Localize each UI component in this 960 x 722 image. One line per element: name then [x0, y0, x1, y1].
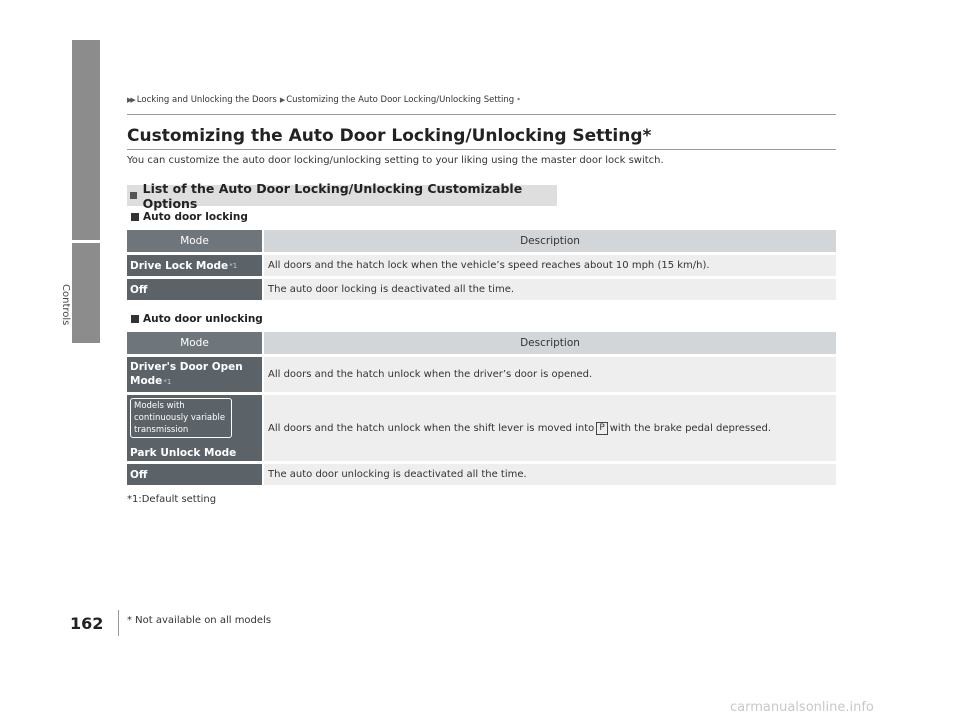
divider	[118, 610, 119, 636]
square-bullet-icon	[131, 315, 139, 323]
side-bar-top	[72, 40, 100, 240]
mode-label: Park Unlock Mode	[130, 446, 237, 459]
description-cell: All doors and the hatch lock when the vehicle’s speed reaches about 10 mph (15 km/h).	[264, 255, 836, 276]
mode-cell	[127, 395, 262, 461]
description-text: with the brake pedal depressed.	[609, 422, 772, 434]
description-text: All doors and the hatch unlock when the shift lever is moved into	[268, 422, 595, 434]
locking-heading-text: Auto door locking	[143, 211, 248, 223]
breadcrumb	[127, 95, 520, 105]
section-tab	[72, 243, 100, 343]
table-row	[127, 279, 836, 300]
mode-cell: Off	[127, 279, 262, 300]
description-column-header: Description	[264, 332, 836, 354]
table-row	[127, 357, 836, 392]
model-badge: Models with continuously variable transmission	[130, 398, 232, 438]
mode-cell	[127, 255, 262, 276]
square-bullet-icon	[130, 192, 137, 199]
table-header	[127, 230, 836, 252]
footnote-ref: *1	[229, 261, 238, 270]
table-row	[127, 395, 836, 461]
description-cell: All doors and the hatch unlock when the driver’s door is opened.	[264, 357, 836, 392]
mode-label-line1: Driver's Door Open	[130, 361, 243, 373]
mode-cell	[127, 357, 262, 392]
arrow-icon: ▶▶	[127, 96, 134, 104]
page-number: 162	[70, 614, 104, 633]
table-row	[127, 255, 836, 276]
locking-heading	[131, 211, 248, 223]
side-margin	[0, 0, 8, 722]
footnote-ref: *1	[163, 378, 172, 386]
locking-table	[127, 230, 836, 303]
section-tab-label: Controls	[60, 284, 71, 326]
park-gear-icon: P	[596, 422, 607, 435]
unlocking-heading	[131, 313, 263, 325]
table-header	[127, 332, 836, 354]
list-heading	[127, 180, 557, 211]
mode-column-header: Mode	[127, 230, 262, 252]
divider	[127, 149, 836, 150]
description-cell: The auto door locking is deactivated all the time.	[264, 279, 836, 300]
unlocking-table	[127, 332, 836, 488]
footnote: *1:Default setting	[127, 494, 217, 505]
watermark: carmanualsonline.info	[730, 700, 874, 715]
description-cell	[264, 395, 836, 461]
asterisk-mark: *	[517, 96, 521, 104]
breadcrumb-item[interactable]: Locking and Unlocking the Doors	[136, 95, 277, 105]
square-bullet-icon	[131, 213, 139, 221]
mode-cell: Off	[127, 464, 262, 485]
table-row	[127, 464, 836, 485]
mode-label-line2: Mode	[130, 375, 163, 387]
mode-column-header: Mode	[127, 332, 262, 354]
breadcrumb-item[interactable]: Customizing the Auto Door Locking/Unlocking Setting	[286, 95, 515, 105]
arrow-icon: ▶	[279, 96, 284, 104]
description-column-header: Description	[264, 230, 836, 252]
description-cell: The auto door unlocking is deactivated all the time.	[264, 464, 836, 485]
unlocking-heading-text: Auto door unlocking	[143, 313, 263, 325]
intro-text: You can customize the auto door locking/unlocking setting to your liking using the master door lock switch.	[127, 155, 664, 166]
divider	[127, 114, 836, 115]
page-title: Customizing the Auto Door Locking/Unlocking Setting*	[127, 126, 652, 146]
availability-note: * Not available on all models	[127, 615, 272, 626]
mode-label: Drive Lock Mode	[130, 259, 229, 272]
list-heading-text: List of the Auto Door Locking/Unlocking Customizable Options	[142, 180, 523, 211]
